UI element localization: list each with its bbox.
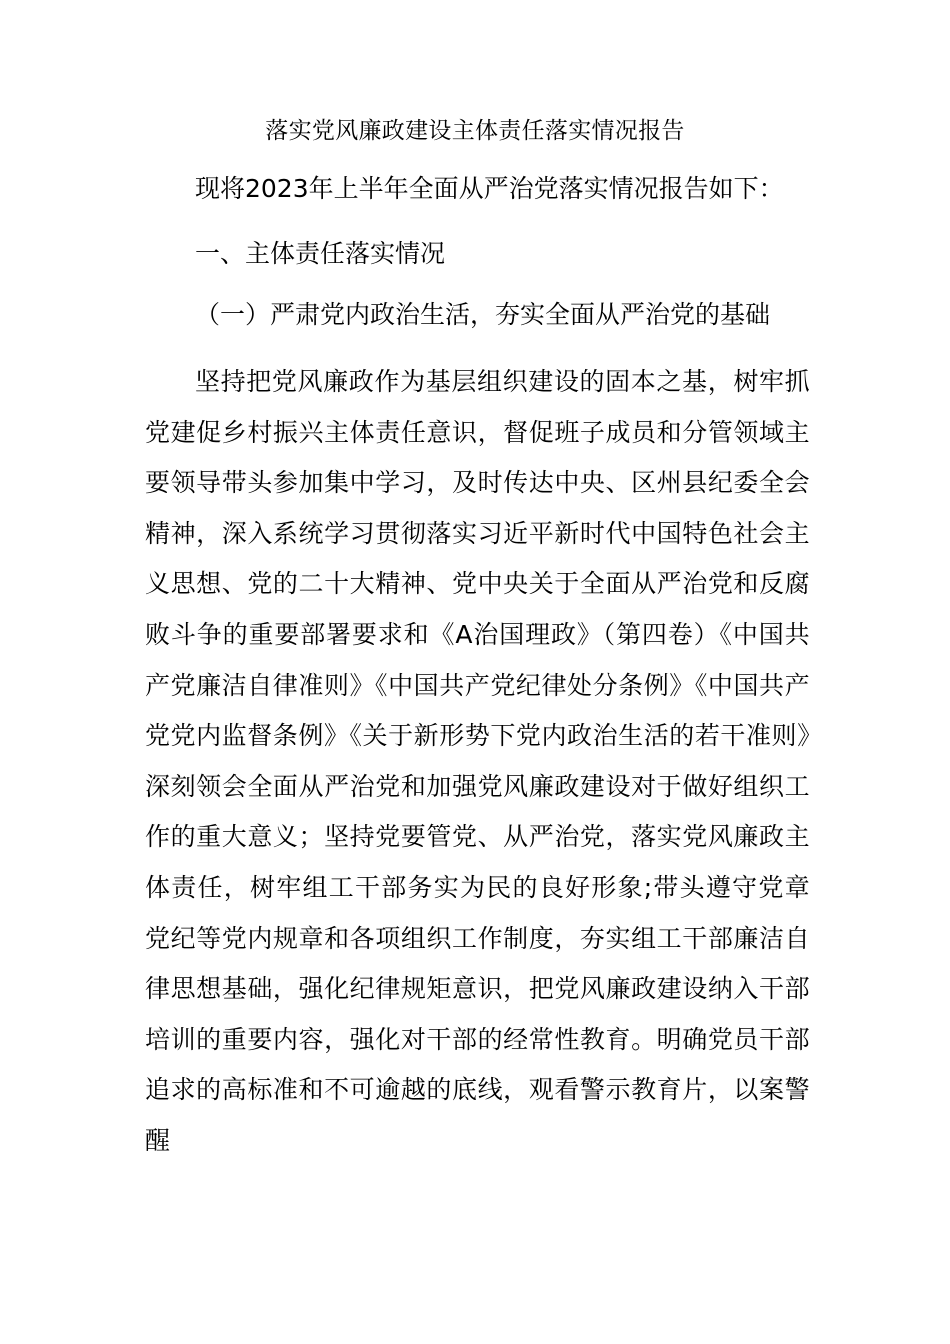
document-title: 落实党风廉政建设主体责任落实情况报告 bbox=[265, 118, 685, 144]
body-paragraph: 坚持把党风廉政作为基层组织建设的固本之基，树牢抓党建促乡村振兴主体责任意识，督促班子成员和分管领域主要领导带头参加集中学习，及时传达中央、区州县纪委全会精神，深入系统学习贯彻落实习近平新时代中国特色社会主义思想、党的二十大精神、党中央关于全面从严治党和反腐败斗争的重要部署要求和《A治国理政》（第四卷）《中国共产党廉洁自律准则》《中国共产党纪律处分条例》《中国共产党党内监督条例》《关于新形势下党内政治生活的若干准则》深刻领会全面从严治党和加强党风廉政建设对于做好组织工作的重大意义；坚持党要管党、从严治党，落实党风廉政主体责任，树牢组工干部务实为民的良好形象;带头遵守党章党纪等党内规章和各项组织工作制度，夯实组工干部廉洁自律思想基础，强化纪律规矩意识，把党风廉政建设纳入干部培训的重要内容，强化对干部的经常性教育。明确党员干部追求的高标准和不可逾越的底线，观看警示教育片，以案警醒 bbox=[145, 367, 810, 1155]
section-heading: 一、主体责任落实情况 bbox=[195, 239, 446, 268]
intro-line: 现将2023年上半年全面从严治党落实情况报告如下： bbox=[195, 174, 784, 203]
subsection-heading: （一）严肃党内政治生活，夯实全面从严治党的基础 bbox=[195, 300, 771, 329]
